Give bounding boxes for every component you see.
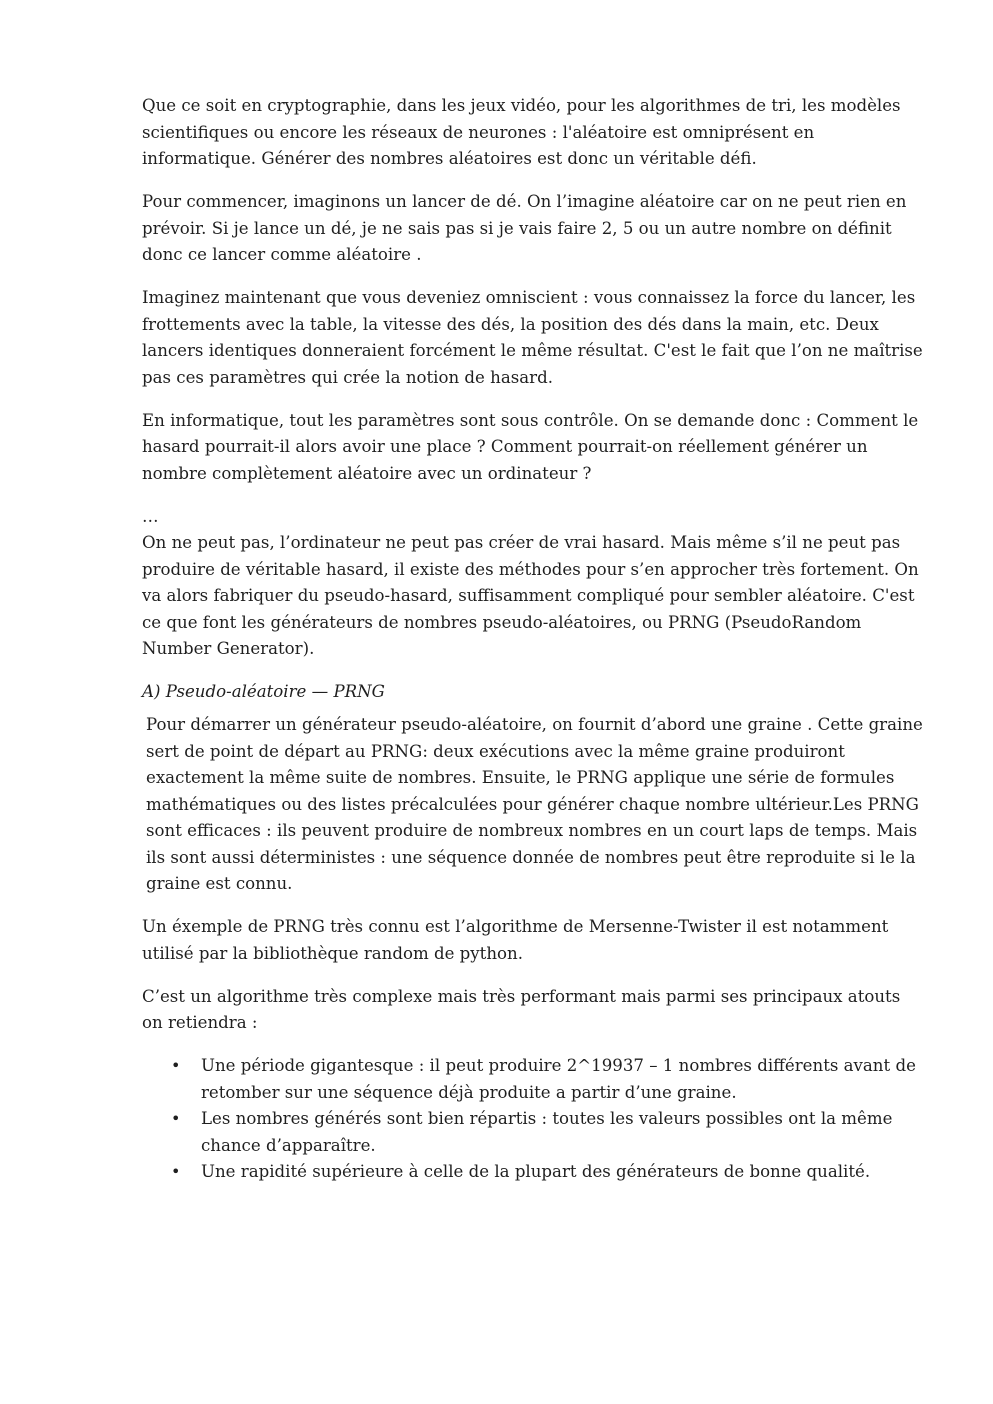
paragraph-omniscient: Imaginez maintenant que vous deveniez omniscient : vous connaissez la force du lancer, les frottements avec la table, la vitesse des dés, la position des dés dans la main, etc. Deux lancers identiques donneraient forcément le même résultat. C'est le fait que l’on ne maîtrise pas ces paramètres qui crée la notion de hasard. bbox=[142, 288, 923, 387]
paragraph-question: En informatique, tout les paramètres sont sous contrôle. On se demande donc : Comment le hasard pourrait-il alors avoir une place ? Comment pourrait-on réellement générer un nombre complètement aléatoire avec un ordinateur ? bbox=[142, 410, 919, 483]
bullet-icon: • bbox=[171, 1162, 181, 1181]
paragraph-intro: Que ce soit en cryptographie, dans les jeux vidéo, pour les algorithmes de tri, les modèles scientifiques ou encore les réseaux de neurones : l'aléatoire est omniprésent en informatique. Générer des nombres aléatoires est donc un véritable défi. bbox=[142, 96, 901, 168]
list-item-text: Les nombres générés sont bien répartis : toutes les valeurs possibles ont la même chance d’apparaître. bbox=[201, 1109, 893, 1155]
bullet-list bbox=[142, 1053, 924, 1186]
list-item bbox=[142, 1106, 924, 1159]
section-heading: A) Pseudo-aléatoire — PRNG bbox=[142, 682, 385, 701]
paragraph-answer: On ne peut pas, l’ordinateur ne peut pas créer de vrai hasard. Mais même s’il ne peut pas produire de véritable hasard, il existe des méthodes pour s’en approcher très fortement. On va alors fabriquer du pseudo-hasard, suffisamment compliqué pour sembler aléatoire. C'est ce que font les générateurs de nombres pseudo-aléatoires, ou PRNG (PseudoRandom Number Generator). bbox=[142, 533, 919, 658]
ellipsis-line: … bbox=[142, 506, 159, 526]
list-item-text: Une période gigantesque : il peut produire 2^19937 – 1 nombres différents avant de retomber sur une séquence déjà produite a partir d’une graine. bbox=[201, 1056, 916, 1102]
list-item-text: Une rapidité supérieure à celle de la plupart des générateurs de bonne qualité. bbox=[201, 1162, 871, 1181]
paragraph-dice: Pour commencer, imaginons un lancer de dé. On l’imagine aléatoire car on ne peut rien en prévoir. Si je lance un dé, je ne sais pas si je vais faire 2, 5 ou un autre nombre on définit donc ce lancer comme aléatoire . bbox=[142, 192, 907, 264]
bullet-icon: • bbox=[171, 1056, 181, 1075]
document-body bbox=[142, 93, 924, 1186]
paragraph-mersenne: Un éxemple de PRNG très connu est l’algorithme de Mersenne-Twister il est notamment utilisé par la bibliothèque random de python. bbox=[142, 917, 889, 963]
bullet-icon: • bbox=[171, 1109, 181, 1128]
paragraph-prng-intro: Pour démarrer un générateur pseudo-aléatoire, on fournit d’abord une graine . Cette graine sert de point de départ au PRNG: deux exécutions avec la même graine produiront exactement la même suite de nombres. Ensuite, le PRNG applique une série de formules mathématiques ou des listes précalculées pour générer chaque nombre ultérieur.Les PRNG sont efficaces : ils peuvent produire de nombreux nombres en un court laps de temps. Mais ils sont aussi déterministes : une séquence donnée de nombres peut être reproduite si le la graine est connu. bbox=[146, 715, 923, 893]
list-item bbox=[142, 1159, 924, 1186]
paragraph-atouts: C’est un algorithme très complexe mais très performant mais parmi ses principaux atouts on retiendra : bbox=[142, 986, 901, 1032]
list-item bbox=[142, 1053, 924, 1106]
